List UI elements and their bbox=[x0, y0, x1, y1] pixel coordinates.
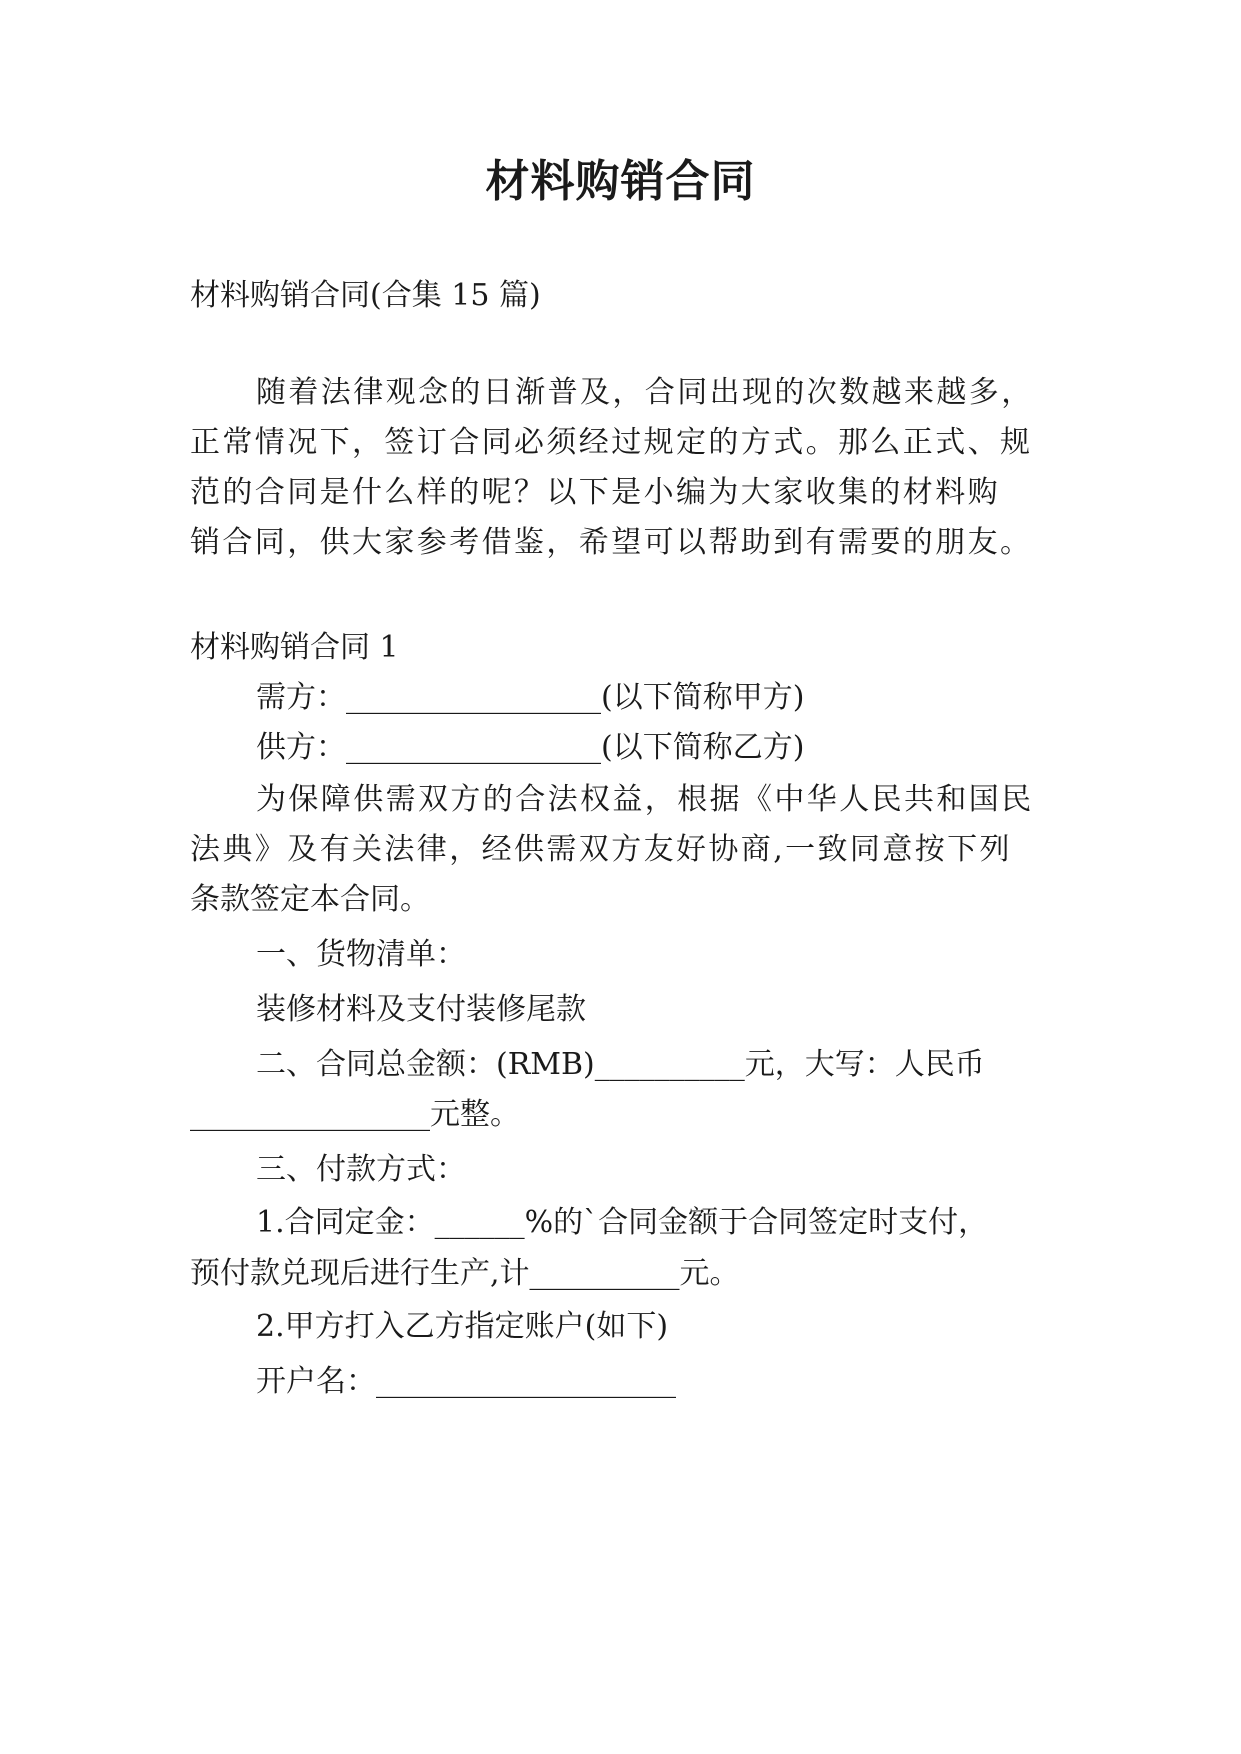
preamble-line-1: 为保障供需双方的合法权益，根据《中华人民共和国民 bbox=[256, 782, 1034, 817]
intro-line-1: 随着法律观念的日渐普及，合同出现的次数越来越多， bbox=[256, 375, 1034, 410]
clause3-title: 三、付款方式： bbox=[256, 1152, 466, 1187]
account-name-line: 开户名：____________________ bbox=[256, 1364, 676, 1399]
intro-line-4: 销合同，供大家参考借鉴，希望可以帮助到有需要的朋友。 bbox=[190, 525, 1033, 560]
clause2-line-2: ________________元整。 bbox=[190, 1097, 520, 1132]
payment-item1-line-2: 预付款兑现后进行生产,计__________元。 bbox=[190, 1256, 740, 1291]
clause1-title: 一、货物清单： bbox=[256, 937, 466, 972]
section-title: 材料购销合同 1 bbox=[190, 630, 399, 665]
clause2-line-1: 二、合同总金额：(RMB)__________元，大写：人民币 bbox=[256, 1047, 985, 1082]
supplier-line: 供方：_________________(以下简称乙方) bbox=[256, 730, 805, 765]
intro-line-2: 正常情况下，签订合同必须经过规定的方式。那么正式、规 bbox=[190, 425, 1033, 460]
payment-item2: 2.甲方打入乙方指定账户(如下) bbox=[256, 1309, 669, 1344]
document-subtitle: 材料购销合同(合集 15 篇) bbox=[190, 278, 541, 313]
buyer-line: 需方：_________________(以下简称甲方) bbox=[256, 680, 805, 715]
clause1-body: 装修材料及支付装修尾款 bbox=[256, 992, 586, 1027]
preamble-line-3: 条款签定本合同。 bbox=[190, 882, 430, 917]
document-title: 材料购销合同 bbox=[485, 156, 756, 207]
payment-item1-line-1: 1.合同定金：______%的`合同金额于合同签定时支付， bbox=[256, 1205, 989, 1240]
preamble-line-2: 法典》及有关法律，经供需双方友好协商,一致同意按下列 bbox=[190, 832, 1012, 867]
intro-line-3: 范的合同是什么样的呢？以下是小编为大家收集的材料购 bbox=[190, 475, 1000, 510]
